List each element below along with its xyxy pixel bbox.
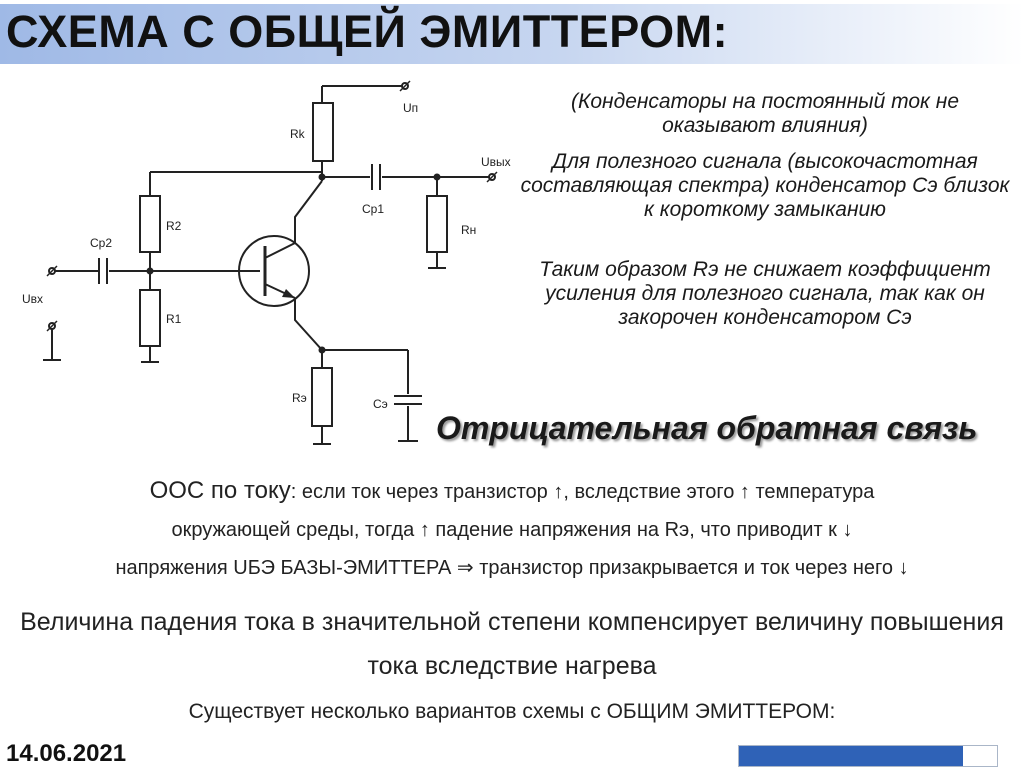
note-gain: Таким образом Rэ не снижает коэффициент усиления для полезного сигнала, так как он закорочен конденсатором Cэ [539, 258, 991, 329]
node-emitter [319, 347, 326, 354]
capacitor-cp1 [372, 164, 380, 190]
label-r1: R1 [166, 312, 182, 326]
oos-line1: : если ток через транзистор ↑, вследствие этого ↑ температура [290, 481, 875, 503]
note-useful-signal: Для полезного сигнала (высокочастотная составляющая спектра) конденсатор Cэ близок к короткому замыканию [520, 150, 1010, 221]
common-emitter-circuit [0, 66, 520, 456]
label-ce: Cэ [373, 397, 388, 411]
note-capacitors: (Конденсаторы на постоянный ток не оказывают влияния) [570, 90, 960, 137]
compensation-text: Величина падения тока в значительной степени компенсирует величину повышения тока вследствие нагрева [20, 608, 1004, 680]
resistor-rk [313, 103, 333, 161]
resistor-rn [427, 196, 447, 252]
slide-progress-fill [739, 746, 963, 766]
node-base [147, 268, 154, 275]
label-cp2: Cр2 [90, 236, 113, 250]
slide-date: 14.06.2021 [6, 740, 127, 767]
label-rn: Rн [461, 223, 477, 237]
oos-line3: напряжения UБЭ БАЗЫ-ЭМИТТЕРА ⇒ транзистор призакрывается и ток через него ↓ [115, 557, 909, 579]
capacitor-ce [394, 396, 422, 404]
emitter-arrow [282, 289, 295, 298]
label-re: Rэ [292, 391, 307, 405]
resistor-r2 [140, 196, 160, 252]
oos-lead: ООС по току [149, 477, 291, 504]
node-rn [434, 174, 441, 181]
label-up: Uп [403, 101, 419, 115]
slide-title: СХЕМА С ОБЩЕЙ ЭМИТТЕРОМ: [6, 6, 729, 57]
variants-text: Существует несколько вариантов схемы с ОБЩИМ ЭМИТТЕРОМ: [188, 700, 836, 723]
label-uvh: Uвх [22, 292, 44, 306]
label-uvyh: Uвых [481, 155, 511, 169]
resistor-r1 [140, 290, 160, 346]
section-heading: Отрицательная обратная связь [436, 410, 978, 446]
label-rk: Rk [290, 127, 305, 141]
oos-paragraph [10, 472, 1014, 587]
node-collector [319, 174, 326, 181]
label-r2: R2 [166, 219, 182, 233]
slide-progress-bar [738, 745, 998, 767]
label-cp1: Cр1 [362, 202, 385, 216]
capacitor-cp2 [99, 258, 107, 284]
resistor-re [312, 368, 332, 426]
oos-line2: окружающей среды, тогда ↑ падение напряжения на Rэ, что приводит к ↓ [171, 519, 853, 541]
